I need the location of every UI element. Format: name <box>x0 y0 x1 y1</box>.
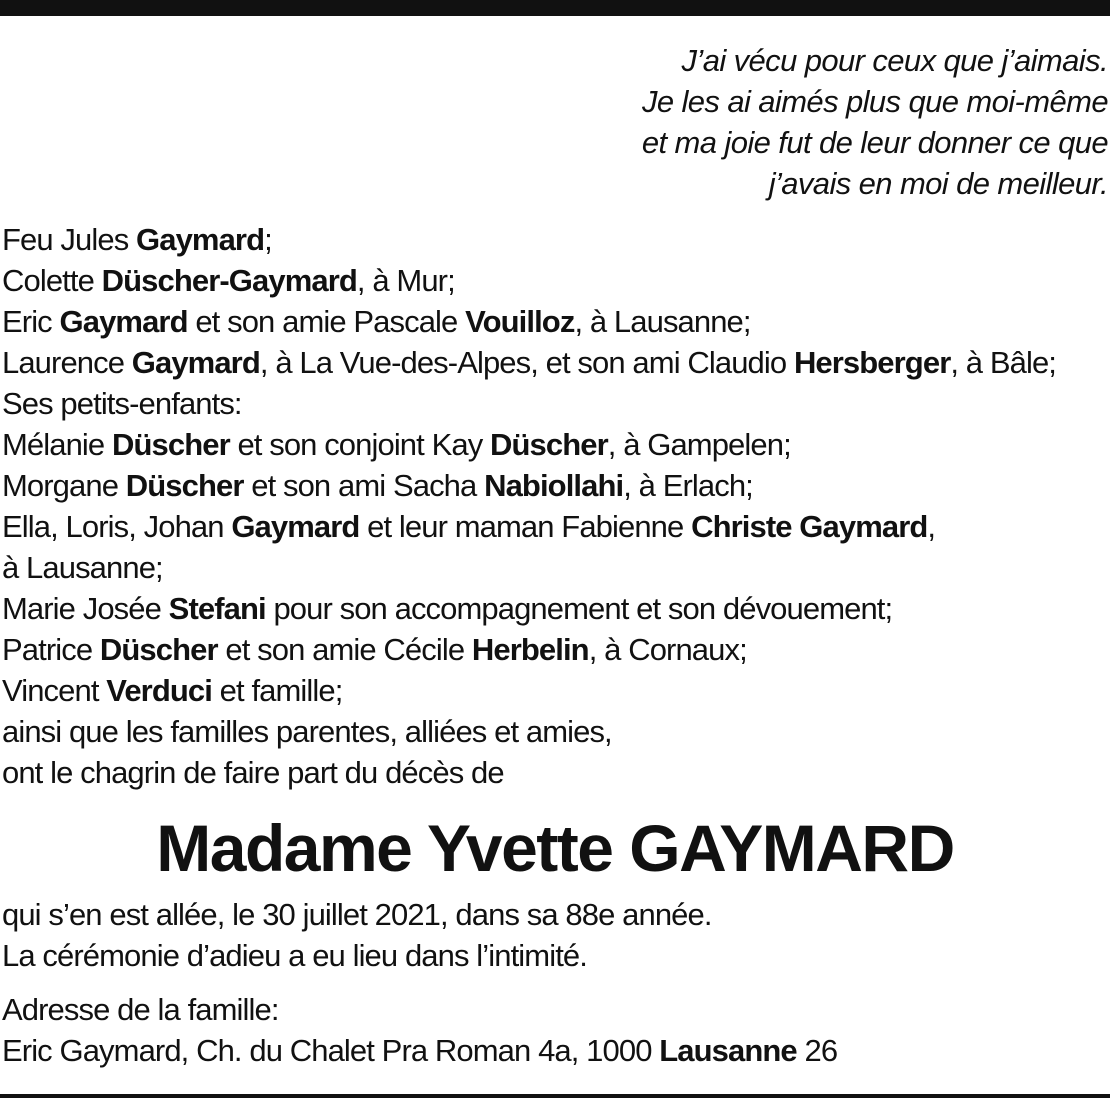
family-text: à Lausanne; <box>2 550 163 585</box>
family-surname: Nabiollahi <box>484 468 624 503</box>
family-text: , à La Vue-des-Alpes, et son ami Claudio <box>259 345 794 380</box>
family-surname: Gaymard <box>59 304 188 339</box>
family-text: ; <box>264 222 272 257</box>
address-line <box>2 1030 1108 1071</box>
details-line: La cérémonie d’adieu a eu lieu dans l’intimité. <box>2 938 587 973</box>
address-city: Lausanne <box>659 1033 797 1068</box>
announcement-details <box>2 894 1108 976</box>
family-line <box>2 588 1108 629</box>
top-rule <box>0 0 1110 16</box>
family-line <box>2 506 1108 547</box>
family-line <box>2 752 1108 793</box>
family-line <box>2 629 1108 670</box>
quote-line: j’avais en moi de meilleur. <box>768 166 1108 201</box>
family-surname: Gaymard <box>136 222 265 257</box>
family-text: , à Bâle; <box>950 345 1056 380</box>
deceased-name: Madame Yvette GAYMARD <box>156 811 954 885</box>
family-text: Colette <box>2 263 102 298</box>
address-label: Adresse de la famille: <box>2 992 279 1027</box>
family-surname: Düscher <box>99 632 218 667</box>
family-line <box>2 342 1108 383</box>
quote-line: Je les ai aimés plus que moi-même <box>641 84 1108 119</box>
family-surname: Stefani <box>168 591 266 626</box>
family-text: Marie Josée <box>2 591 169 626</box>
family-text: et famille; <box>211 673 343 708</box>
address-suffix: 26 <box>796 1033 838 1068</box>
family-text: Feu Jules <box>2 222 137 257</box>
family-surname: Hersberger <box>793 345 951 380</box>
family-text: Mélanie <box>2 427 112 462</box>
family-text: et son amie Pascale <box>187 304 466 339</box>
family-list <box>2 219 1108 793</box>
family-line <box>2 424 1108 465</box>
family-line <box>2 260 1108 301</box>
family-text: Ses petits-enfants: <box>2 386 242 421</box>
family-surname: Verduci <box>106 673 212 708</box>
family-text: ont le chagrin de faire part du décès de <box>2 755 504 790</box>
family-line <box>2 711 1108 752</box>
family-surname: Düscher <box>125 468 244 503</box>
family-text: , à Erlach; <box>623 468 753 503</box>
family-surname: Düscher <box>490 427 608 462</box>
family-text: Eric <box>2 304 60 339</box>
family-line <box>2 219 1108 260</box>
family-surname: Christe Gaymard <box>691 509 928 544</box>
family-line <box>2 383 1108 424</box>
bottom-rule <box>0 1094 1110 1098</box>
family-text: Morgane <box>2 468 126 503</box>
quote-line: et ma joie fut de leur donner ce que <box>641 125 1108 160</box>
family-surname: Gaymard <box>231 509 360 544</box>
epigraph-quote <box>408 40 1108 204</box>
family-text: et son conjoint Kay <box>229 427 491 462</box>
family-text: , à Gampelen; <box>607 427 791 462</box>
family-text: et son amie Cécile <box>217 632 472 667</box>
family-text: Ella, Loris, Johan <box>2 509 232 544</box>
family-surname: Herbelin <box>471 632 589 667</box>
family-text: ainsi que les familles parentes, alliées et amies, <box>2 714 612 749</box>
family-line <box>2 465 1108 506</box>
quote-line: J’ai vécu pour ceux que j’aimais. <box>681 43 1108 78</box>
family-text: , à Lausanne; <box>574 304 751 339</box>
family-text: Laurence <box>2 345 132 380</box>
family-text: et leur maman Fabienne <box>359 509 692 544</box>
family-text: Vincent <box>2 673 107 708</box>
family-text: , <box>927 509 936 544</box>
family-surname: Düscher-Gaymard <box>101 263 357 298</box>
family-text: pour son accompagnement et son dévouement; <box>265 591 893 626</box>
family-surname: Gaymard <box>131 345 260 380</box>
family-line <box>2 670 1108 711</box>
family-line <box>2 301 1108 342</box>
family-text: et son ami Sacha <box>243 468 485 503</box>
family-surname: Vouilloz <box>465 304 575 339</box>
family-text: , à Cornaux; <box>588 632 747 667</box>
family-line <box>2 547 1108 588</box>
family-text: , à Mur; <box>356 263 455 298</box>
details-line: qui s’en est allée, le 30 juillet 2021, dans sa 88e année. <box>2 897 712 932</box>
address-street: Eric Gaymard, Ch. du Chalet Pra Roman 4a, 1000 <box>2 1033 660 1068</box>
family-address <box>2 989 1108 1071</box>
family-text: Patrice <box>2 632 100 667</box>
family-surname: Düscher <box>111 427 230 462</box>
